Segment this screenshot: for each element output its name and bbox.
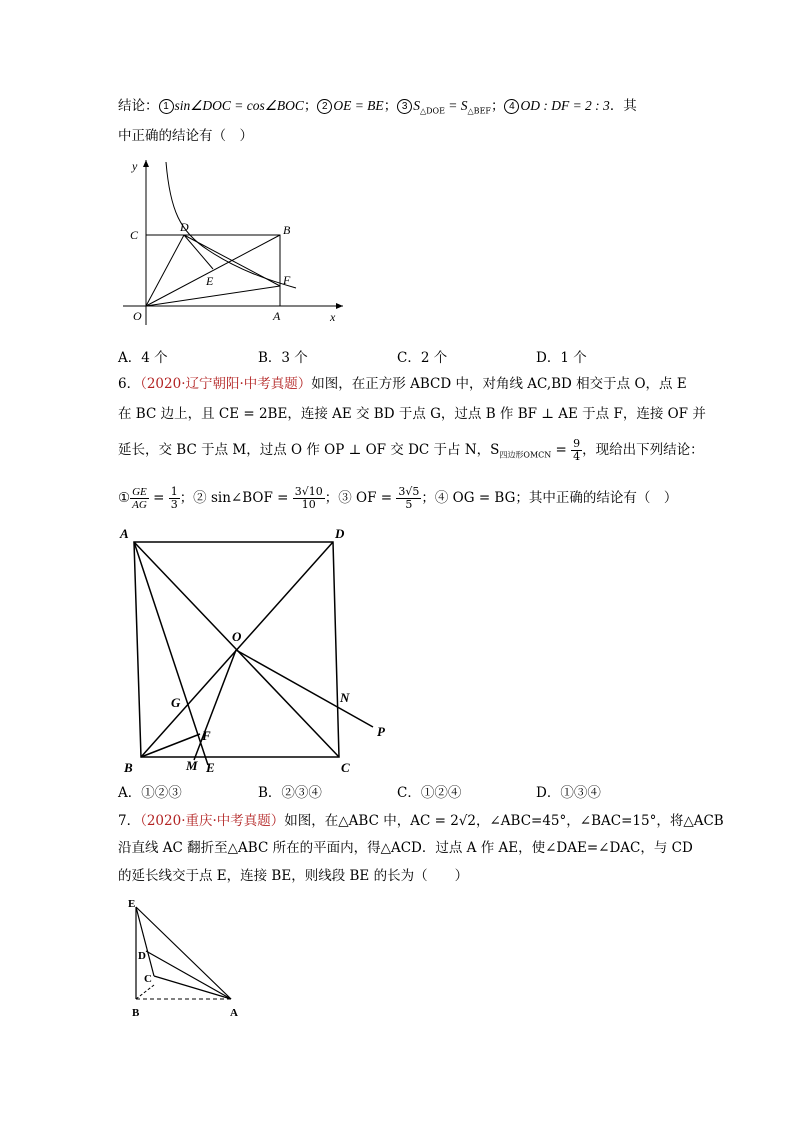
q6-c2-den: 10 <box>301 498 316 511</box>
seg-AE <box>134 542 208 765</box>
q6-c2-num: 3√10 <box>294 485 323 498</box>
seg-OM <box>194 650 236 760</box>
label-E: E <box>128 898 136 910</box>
q7-number: 7． <box>118 813 141 829</box>
label-N: N <box>340 690 350 705</box>
q6-c1-eq: = <box>148 490 169 506</box>
q6-option-b[interactable]: B．②③④ <box>258 785 322 801</box>
q6-area-den: 4 <box>573 450 581 463</box>
circled-3: 3 <box>397 99 412 114</box>
q5-c3-sub2: △BEF <box>467 106 491 116</box>
seg-OB <box>146 235 280 306</box>
q7-text-1: 如图，在△ABC 中，AC = 2√2，∠ABC=45°，∠BAC=15°，将△ACB <box>284 813 724 829</box>
q6-c3-num: 3√5 <box>398 485 420 498</box>
q6-line-4 <box>118 486 677 511</box>
label-x: x <box>330 310 336 324</box>
label-P: P <box>377 724 385 739</box>
q6-c3: ；③ OF = <box>324 490 397 506</box>
q5-c2: OE = BE <box>333 98 384 113</box>
label-F: F <box>202 728 211 743</box>
q6-c4: ；④ OG = BG；其中正确的结论有（ ） <box>421 490 678 506</box>
q6-text-1: 如图，在正方形 ABCD 中，对角线 AC,BD 相交于点 O，点 E <box>311 376 687 392</box>
q6-text-3b: = <box>551 442 572 458</box>
q6-c1-vnum: 1 <box>170 485 178 498</box>
q5-c1: sin∠DOC = cos∠BOC <box>174 98 304 113</box>
seg-DE <box>184 235 213 269</box>
label-A: A <box>120 526 129 541</box>
label-O: O <box>232 629 242 644</box>
q6-option-c[interactable]: C．①②④ <box>397 785 462 801</box>
label-G: G <box>171 695 181 710</box>
q6-text-3c: ，现给出下列结论： <box>582 442 704 458</box>
label-D: D <box>138 950 146 962</box>
q6-area-sub: 四边形OMCN <box>499 450 552 460</box>
q5-tail: ．其 <box>609 98 637 114</box>
q5-c3b: = S <box>444 98 468 113</box>
q6-figure <box>118 520 408 780</box>
label-B: B <box>283 223 291 237</box>
q5-c3a: S <box>413 98 420 113</box>
q6-c2-value <box>293 486 325 511</box>
q7-figure <box>118 893 258 1023</box>
q6-option-d[interactable]: D．①③④ <box>536 785 601 801</box>
q6-line-2: 在 BC 边上，且 CE = 2BE，连接 AE 交 BD 于点 G，过点 B 作 BF ⊥ AE 于点 F，连接 OF 并 <box>118 406 706 422</box>
label-D: D <box>335 526 345 541</box>
label-M: M <box>186 758 198 773</box>
label-A: A <box>273 309 281 323</box>
q6-c1-value <box>169 486 180 511</box>
q5-c4: OD : DF = 2 : 3 <box>520 98 610 113</box>
label-B: B <box>124 760 133 775</box>
q7-line-1 <box>118 811 724 831</box>
q5-c3-sub1: △DOE <box>419 106 445 116</box>
q7-line-2: 沿直线 AC 翻折至△ABC 所在的平面内，得△ACD．过点 A 作 AE，使∠DAE=∠DAC，与 CD <box>118 840 693 856</box>
label-E: E <box>206 274 214 288</box>
q5-figure <box>118 150 358 330</box>
q6-c1-fraction <box>130 486 149 511</box>
seg-BC-dashed <box>136 985 154 999</box>
circled-1: 1 <box>159 99 174 114</box>
q5-option-b[interactable]: B．3 个 <box>258 350 308 366</box>
label-E: E <box>206 760 215 775</box>
seg-OF <box>146 286 280 306</box>
q5-option-a[interactable]: A．4 个 <box>118 350 168 366</box>
q6-c3-den: 5 <box>405 498 413 511</box>
q6-c1-num: GE <box>132 486 147 498</box>
q6-area-fraction <box>571 438 582 463</box>
q6-c3-value <box>396 486 421 511</box>
q7-line-3: 的延长线交于点 E，连接 BE，则线段 BE 的长为（ ） <box>118 868 469 884</box>
seg-OD <box>146 235 184 306</box>
q6-source: （2020·辽宁朝阳·中考真题） <box>140 376 312 392</box>
label-O: O <box>133 309 142 323</box>
q6-line-3 <box>118 438 704 466</box>
q6-c1-vden: 3 <box>170 498 178 511</box>
q5-intro: 结论： <box>118 98 159 114</box>
q6-option-a[interactable]: A．①②③ <box>118 785 182 801</box>
seg-OP <box>236 650 373 727</box>
q5-question-line: 中正确的结论有（ ） <box>118 128 253 144</box>
q6-c1-mark: ① <box>118 490 131 506</box>
label-C: C <box>144 973 152 985</box>
q6-c1-den: AG <box>132 499 147 511</box>
q5-conclusions: 结论： 1 sin∠DOC = cos∠BOC； 2 OE = BE； 3 $S_{\triangle DOE} = S_{\triangle BEF}$； 4 OD : DF = 2 : 3．其 <box>118 98 637 116</box>
label-A: A <box>230 1007 238 1019</box>
label-y: y <box>132 159 138 173</box>
q7-source: （2020·重庆·中考真题） <box>140 813 285 829</box>
circled-2: 2 <box>317 99 332 114</box>
q5-option-d[interactable]: D．1 个 <box>536 350 587 366</box>
label-F: F <box>283 273 291 287</box>
label-C: C <box>130 228 139 242</box>
q6-c2: ；② sin∠BOF = <box>179 490 293 506</box>
seg-ED <box>136 907 154 976</box>
seg-BF <box>141 734 200 757</box>
label-D: D <box>180 220 189 234</box>
label-C: C <box>341 760 350 775</box>
circled-4: 4 <box>504 99 519 114</box>
q5-option-c[interactable]: C．2 个 <box>397 350 448 366</box>
q6-area-num: 9 <box>573 437 581 450</box>
q6-line-1 <box>118 374 687 394</box>
q6-number: 6． <box>118 376 141 392</box>
label-B: B <box>132 1007 140 1019</box>
q6-text-3a: 延长，交 BC 于点 M，过点 O 作 OP ⊥ OF 交 DC 于占 N，S <box>118 442 500 458</box>
